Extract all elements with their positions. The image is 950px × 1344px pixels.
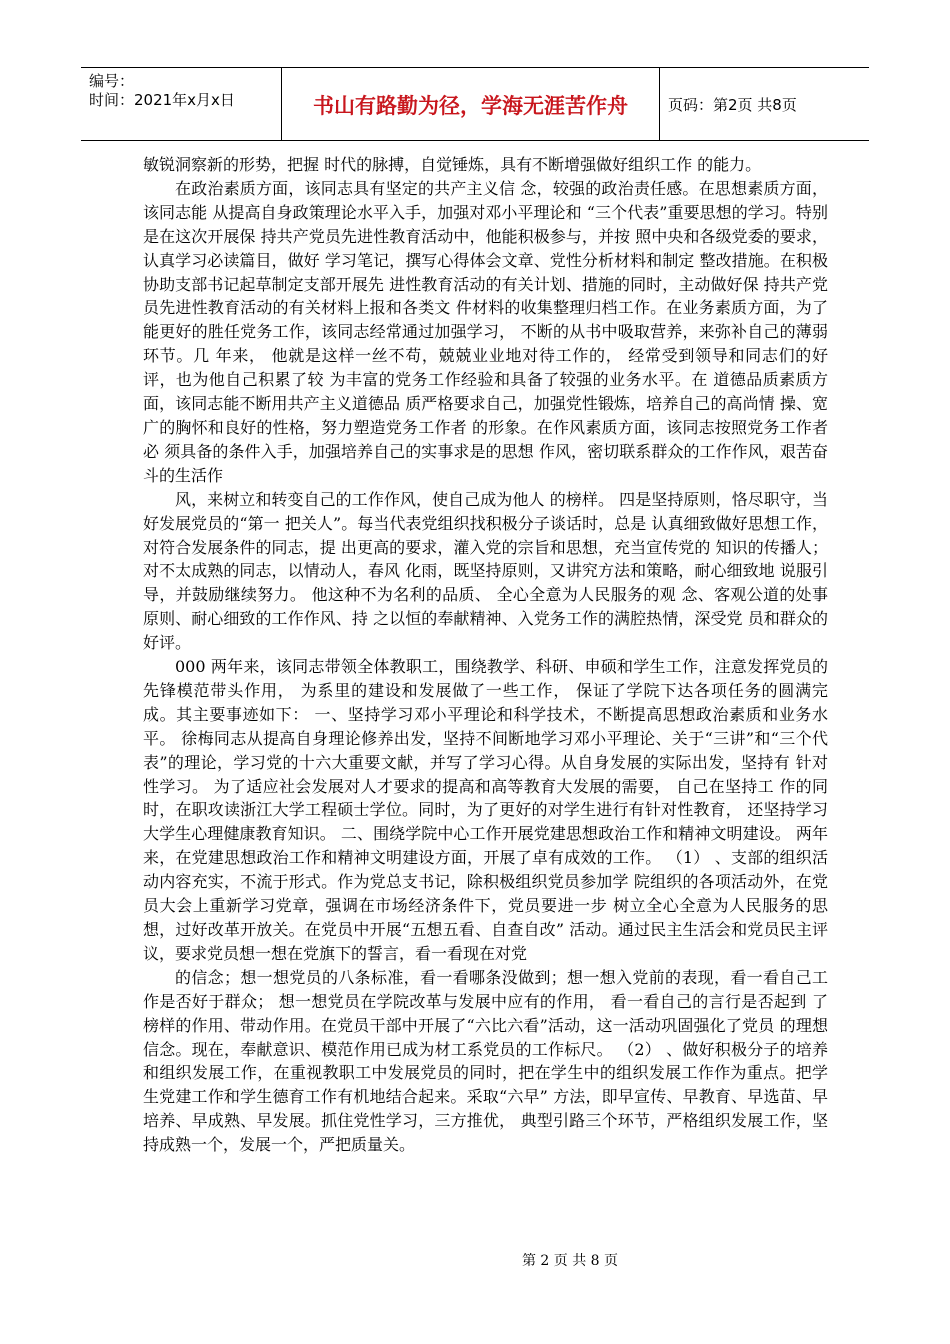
- paragraph: 风，来树立和转变自己的工作作风，使自己成为他人 的榜样。 四是坚持原则，恪尽职守，当好发展党员的“第一 把关人”。每当代表党组织找积极分子谈话时，总是 认真细致做好思想工作，对符合发展条件的同志，提 出更高的要求，灌入党的宗旨和思想，充当宣传党的 知识的传播人；对不太成熟的同志，以情动人，春风 化雨，既坚持原则，又讲究方法和策略，耐心细致地 说服引导，并鼓励继续努力。 他这种不为名利的品质、 全心全意为人民服务的观 念、客观公道的处事原则、耐心细致的工作作风、持 之以恒的奉献精神、入党务工作的满腔热情，深受党 员和群众的好评。: [143, 489, 828, 653]
- header-motto: 书山有路勤为径，学海无涯苦作舟: [282, 68, 660, 140]
- paragraph: 在政治素质方面，该同志具有坚定的共产主义信 念，较强的政治责任感。在思想素质方面，该同志能 从提高自身政策理论水平入手，加强对邓小平理论和 “三个代表”重要思想的学习。特别是在这次开展保 持共产党员先进性教育活动中，他能积极参与，并按 照中央和各级党委的要求，认真学习必读篇目，做好 学习笔记，撰写心得体会文章、党性分析材料和制定 整改措施。在积极协助支部书记起草制定支部开展先 进性教育活动的有关计划、措施的同时，主动做好保 持共产党员先进性教育活动的有关材料上报和各类文 件材料的收集整理归档工作。在业务素质方面，为了 能更好的胜任党务工作，该同志经常通过加强学习， 不断的从书中吸取营养，来弥补自己的薄弱环节。几 年来， 他就是这样一丝不苟，兢兢业业地对待工作的， 经常受到领导和同志们的好评，也为他自己积累了较 为丰富的党务工作经验和具备了较强的业务水平。在 道德品质素质方面，该同志能不断用共产主义道德品 质严格要求自己，加强党性锻炼，培养自己的高尚情 操、宽广的胸怀和良好的性格，努力塑造党务工作者 的形象。在作风素质方面，该同志按照党务工作者必 须具备的条件入手，加强培养自己的实事求是的思想 作风，密切联系群众的工作作风，艰苦奋斗的生活作: [143, 178, 828, 485]
- header-page-label: 页码：第2页 共8页: [668, 95, 797, 114]
- document-body: [143, 153, 828, 1157]
- document-time-label: 时间：2021年x月x日: [89, 91, 235, 109]
- paragraph: 000 两年来，该同志带领全体教职工，围绕教学、科研、申硕和学生工作，注意发挥党员的 先锋模范带头作用， 为系里的建设和发展做了一些工作， 保证了学院下达各项任务的圆满完 成。其主要事迹如下： 一、坚持学习邓小平理论和科学技术，不断提高思想政治素质和业务水平。 徐梅同志从提高自身理论修养出发，坚持不间断地学习邓小平理论、关于“三讲”和“三个代 表”的理论，学习党的十六大重要文献，并写了学习心得。从自身发展的实际出发，坚持有 针对性学习。 为了适应社会发展对人才要求的提高和高等教育大发展的需要， 自己在坚持工 作的同时，在职攻读浙江大学工程硕士学位。同时，为了更好的对学生进行有针对性教育， 还坚持学习大学生心理健康教育知识。 二、围绕学院中心工作开展党建思想政治工作和精神文明建设。 两年来，在党建思想政治工作和精神文明建设方面，开展了卓有成效的工作。 （1） 、支部的组织活动内容充实，不流于形式。作为党总支书记，除积极组织党员参加学 院组织的各项活动外，在党员大会上重新学习党章，强调在市场经济条件下，党员要进一步 树立全心全意为人民服务的思想，过好改革开放关。在党员中开展“五想五看、自查自改” 活动。通过民主生活会和党员民主评议，要求党员想一想在党旗下的誓言，看一看现在对党: [143, 657, 828, 963]
- document-number-label: 编号：: [89, 72, 135, 90]
- header-meta: [81, 68, 282, 140]
- paragraph: 敏锐洞察新的形势，把握 时代的脉搏，自觉锤炼，具有不断增强做好组织工作 的能力。: [143, 155, 762, 174]
- page-header: [81, 67, 869, 141]
- paragraph: 的信念；想一想党员的八条标准，看一看哪条没做到；想一想入党前的表现，看一看自己工 作是否好于群众； 想一想党员在学院改革与发展中应有的作用， 看一看自己的言行是否起到 了榜样的作用、带动作用。在党员干部中开展了“六比六看”活动，这一活动巩固强化了党员 的理想信念。现在，奉献意识、模范作用已成为材工系党员的工作标尺。 （2） 、做好积极分子的培养和组织发展工作，在重视教职工中发展党员的同时，把在学生中的组织发展工作作为重点。把学生党建工作和学生德育工作有机地结合起来。采取“六早” 方法，即早宣传、早教育、早选苗、早培养、早成熟、早发展。抓住党性学习，三方推优， 典型引路三个环节，严格组织发展工作，坚持成熟一个，发展一个，严把质量关。: [143, 967, 828, 1155]
- page-footer: 第 2 页 共 8 页: [521, 1253, 619, 1269]
